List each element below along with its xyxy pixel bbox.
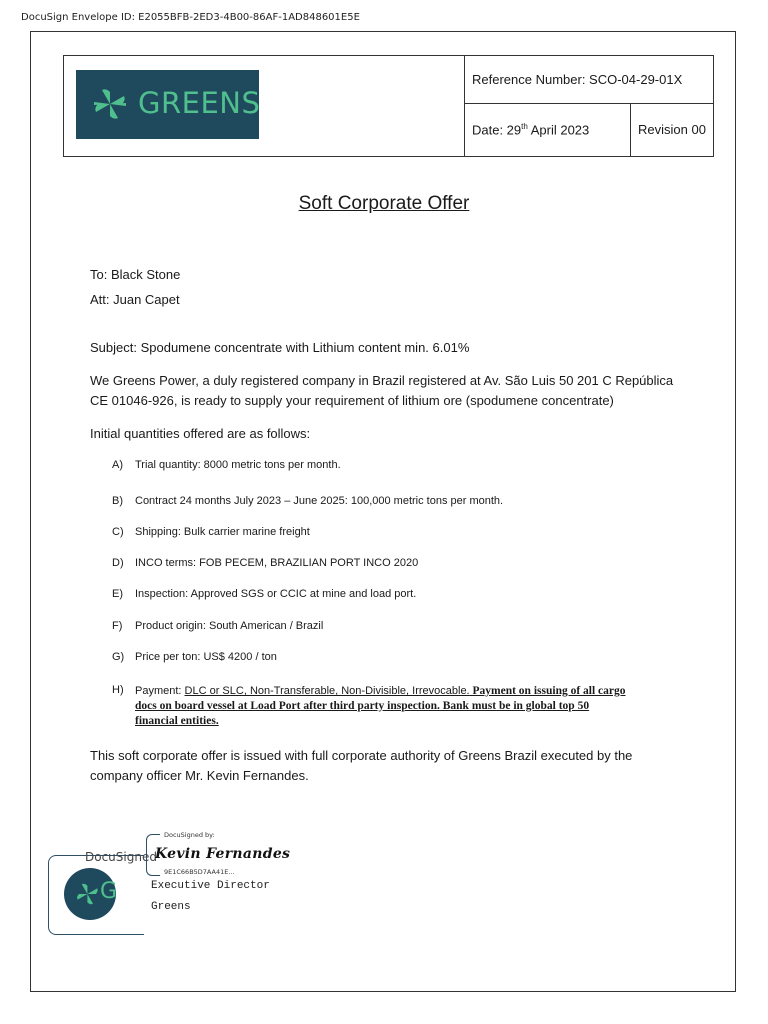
- signer-company: Greens: [151, 901, 191, 913]
- signature-hash: 9E1C66B5D7AA41E...: [164, 868, 235, 876]
- pinwheel-icon: [88, 84, 132, 124]
- stamp-letter: G: [100, 879, 118, 904]
- item-letter: D): [112, 557, 124, 569]
- item-letter: C): [112, 526, 124, 538]
- item-letter: H): [112, 684, 124, 696]
- item-letter: E): [112, 588, 123, 600]
- document-title: Soft Corporate Offer: [298, 193, 470, 214]
- intro-paragraph: We Greens Power, a duly registered company in Brazil registered at Av. São Luis 50 201 C República CE 01046-926, is ready to supply your requirement of lithium ore (spodumene concentrate): [90, 373, 674, 408]
- item-letter: B): [112, 495, 123, 507]
- signature-block: [48, 830, 348, 940]
- item-letter: F): [112, 620, 123, 632]
- signer-title: Executive Director: [151, 880, 270, 892]
- item-text: INCO terms: FOB PECEM, BRAZILIAN PORT INCO 2020: [135, 557, 419, 569]
- reference-number: Reference Number: SCO-04-29-01X: [465, 56, 713, 104]
- date-sup: th: [521, 122, 528, 131]
- payment-terms: [135, 684, 655, 729]
- item-text: Price per ton: US$ 4200 / ton: [135, 651, 277, 663]
- docusigned-by-label: DocuSigned by:: [164, 831, 215, 839]
- document-date: [465, 104, 631, 156]
- logo-cell: [64, 56, 465, 156]
- payment-condition-line-2: docs on board vessel at Load Port after third party inspection. Bank must be in global top 50: [135, 700, 590, 712]
- greens-logo: [76, 70, 259, 139]
- item-letter: A): [112, 459, 123, 471]
- item-text: Trial quantity: 8000 metric tons per month.: [135, 459, 341, 471]
- header-table: [63, 55, 714, 157]
- docusigned-label: DocuSigned: [85, 850, 157, 864]
- date-prefix: Date: 29: [472, 122, 522, 138]
- revision-number: Revision 00: [638, 122, 706, 137]
- payment-label: Payment:: [135, 685, 185, 697]
- item-text: Inspection: Approved SGS or CCIC at mine and load port.: [135, 588, 417, 600]
- item-text: Product origin: South American / Brazil: [135, 620, 324, 632]
- payment-condition-line-1: Payment on issuing of all cargo: [469, 685, 626, 697]
- recipient-to: To: Black Stone: [90, 267, 181, 282]
- quantities-heading: Initial quantities offered are as follows:: [90, 426, 311, 441]
- payment-credit-terms: DLC or SLC, Non-Transferable, Non-Divisible, Irrevocable.: [184, 685, 470, 697]
- signature: Kevin Fernandes: [155, 846, 291, 862]
- subject-line: Subject: Spodumene concentrate with Lithium content min. 6.01%: [90, 340, 470, 355]
- closing-paragraph: This soft corporate offer is issued with full corporate authority of Greens Brazil executed by the company officer Mr. Kevin Fernandes.: [90, 748, 633, 783]
- item-text: Shipping: Bulk carrier marine freight: [135, 526, 310, 538]
- logo-text: GREENS: [138, 86, 261, 120]
- item-text: Contract 24 months July 2023 – June 2025: 100,000 metric tons per month.: [135, 495, 504, 507]
- docusign-envelope-id: DocuSign Envelope ID: E2055BFB-2ED3-4B00-86AF-1AD848601E5E: [21, 12, 360, 23]
- item-letter: G): [112, 651, 125, 663]
- payment-condition-line-3: financial entities.: [135, 715, 219, 727]
- date-suffix: April 2023: [527, 122, 590, 138]
- recipient-att: Att: Juan Capet: [90, 292, 180, 307]
